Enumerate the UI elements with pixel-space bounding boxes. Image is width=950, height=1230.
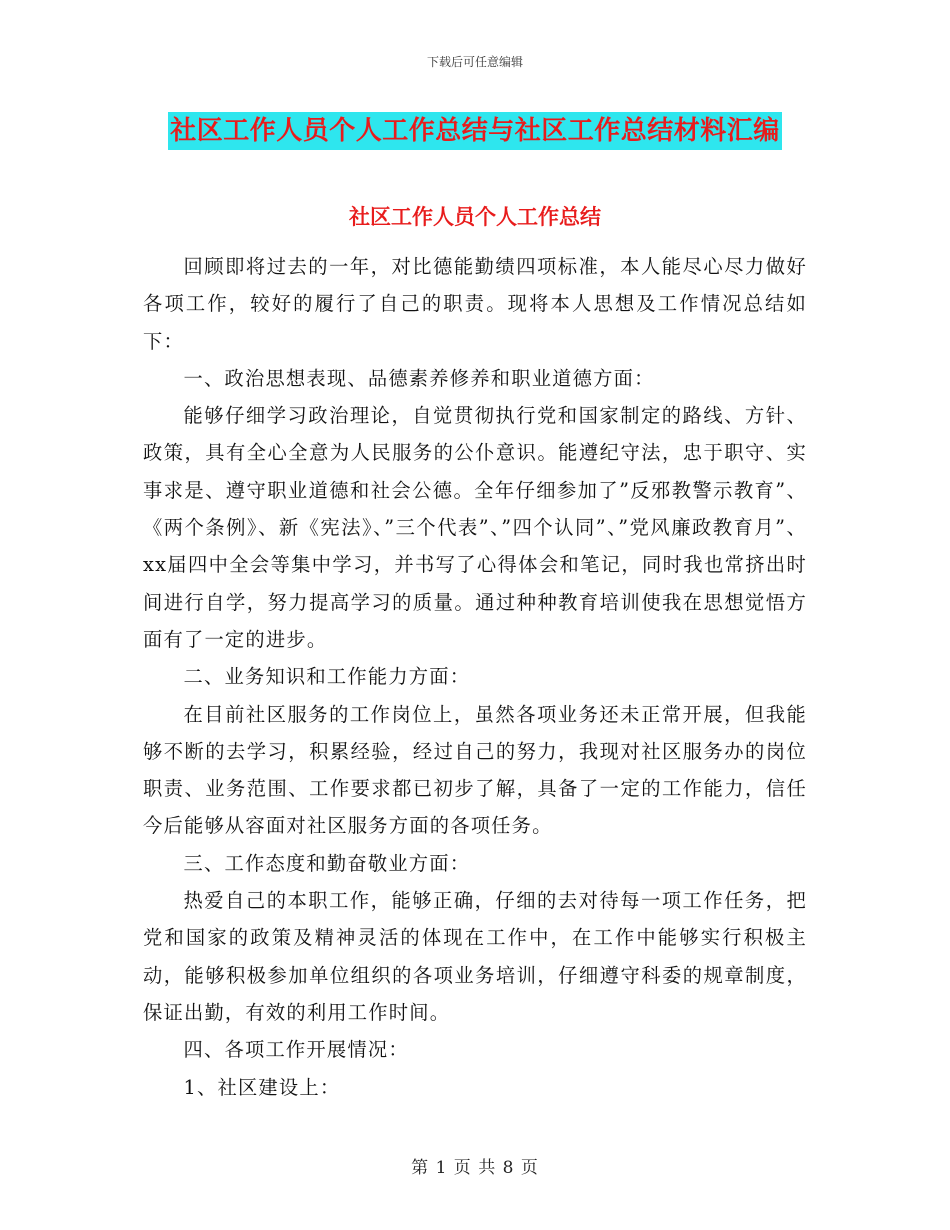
- paragraph-heading: 一、政治思想表现、品德素养修养和职业道德方面：: [183, 366, 655, 390]
- paragraph-heading: 二、业务知识和工作能力方面：: [183, 665, 471, 689]
- paragraph-subheading: 1、社区建设上：: [183, 1075, 341, 1099]
- document-title: 社区工作人员个人工作总结与社区工作总结材料汇编: [168, 112, 782, 150]
- document-title-container: [0, 112, 950, 150]
- paragraph: 热爱自己的本职工作，能够正确，仔细的去对待每一项工作任务，把党和国家的政策及精神灵活的体现在工作中，在工作中能够实行积极主动，能够积极参加单位组织的各项业务培训，仔细遵守科委的规章制度，保证出勤，有效的利用工作时间。: [143, 889, 807, 1024]
- paragraph-heading: 四、各项工作开展情况：: [183, 1038, 409, 1062]
- paragraph-heading: 三、工作态度和勤奋敬业方面：: [183, 851, 471, 875]
- paragraph: 在目前社区服务的工作岗位上，虽然各项业务还未正常开展，但我能够不断的去学习，积累经验，经过自己的努力，我现对社区服务办的岗位职责、业务范围、工作要求都已初步了解，具备了一定的工作能力，信任今后能够从容面对社区服务方面的各项任务。: [143, 702, 807, 838]
- page-number: 第 1 页 共 8 页: [411, 1158, 539, 1178]
- page-header-note: 下载后可任意编辑: [426, 55, 523, 69]
- document-body: [143, 248, 807, 1106]
- section-title: 社区工作人员个人工作总结: [349, 204, 601, 229]
- paragraph: 回顾即将过去的一年，对比德能勤绩四项标准，本人能尽心尽力做好各项工作，较好的履行了自己的职责。现将本人思想及工作情况总结如下：: [143, 255, 807, 353]
- paragraph: 能够仔细学习政治理论，自觉贯彻执行党和国家制定的路线、方针、政策，具有全心全意为人民服务的公仆意识。能遵纪守法，忠于职守、实事求是、遵守职业道德和社会公德。全年仔细参加了”反邪教警示教育”、《两个条例》、新《宪法》、”三个代表”、”四个认同”、”党风廉政教育月”、xx届四中全会等集中学习，并书写了心得体会和笔记，同时我也常挤出时间进行自学，努力提高学习的质量。通过种种教育培训使我在思想觉悟方面有了一定的进步。: [143, 404, 807, 651]
